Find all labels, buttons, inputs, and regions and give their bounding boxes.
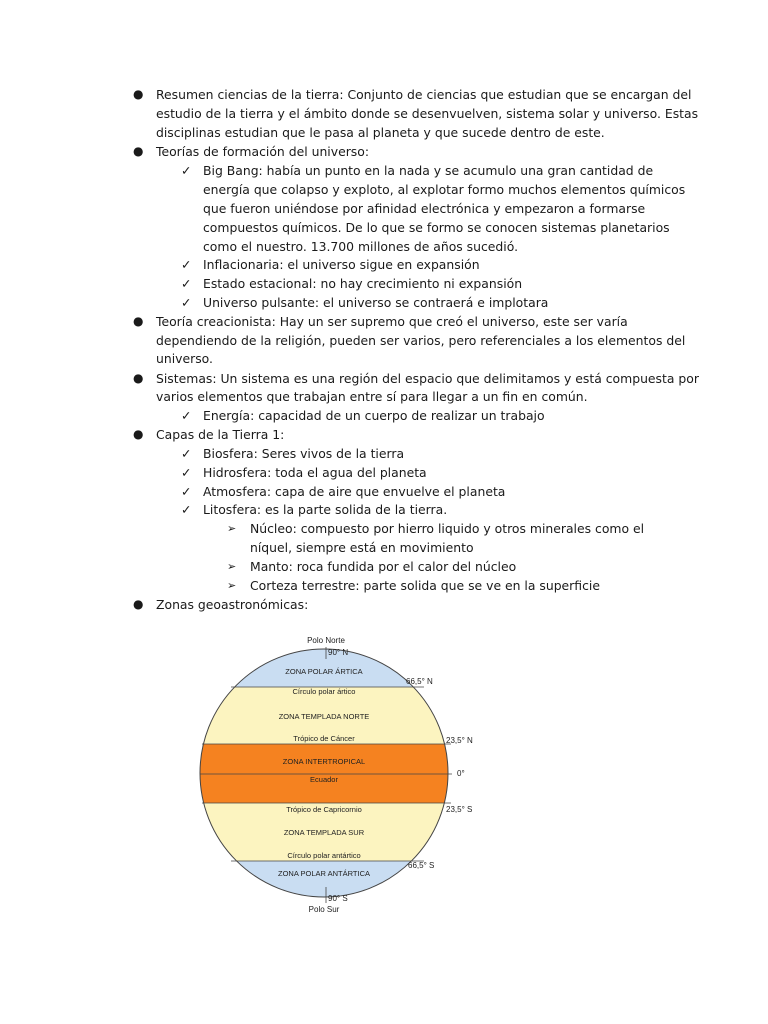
circulo-polar-antartico-label: Círculo polar antártico [287, 851, 361, 860]
paragraph-line: Zonas geoastronómicas: [156, 597, 309, 612]
sub-item-line: Energía: capacidad de un cuerpo de realizar un trabajo [203, 408, 545, 423]
zona-polar-artica-label: ZONA POLAR ÁRTICA [285, 667, 363, 676]
arrow-bullet-icon: ➢ [227, 522, 237, 535]
lat-23n-label: 23,5° N [446, 736, 473, 745]
polo-norte-label: Polo Norte [307, 636, 345, 645]
bullet-dot: ● [133, 87, 144, 101]
bullet-dot: ● [133, 427, 144, 441]
checkmark-icon: ✓ [181, 295, 192, 310]
arrow-bullet-icon: ➢ [227, 579, 237, 592]
checkmark-icon: ✓ [181, 163, 192, 178]
checkmark-icon: ✓ [181, 502, 192, 517]
sub-item-line: Estado estacional: no hay crecimiento ni expansión [203, 276, 523, 291]
sub-item-line: Biosfera: Seres vivos de la tierra [203, 446, 405, 461]
lat-23s-label: 23,5° S [446, 805, 473, 814]
tropico-cancer-label: Trópico de Cáncer [293, 734, 355, 743]
paragraph-line: estudio de la tierra y el ámbito donde se desenvuelven, sistema solar y universo. Estas [156, 106, 699, 121]
sub-item-line: compuestos químicos. De lo que se formo se conocen sistemas planetarios [203, 220, 670, 235]
checkmark-icon: ✓ [181, 276, 192, 291]
checkmark-icon: ✓ [181, 446, 192, 461]
sub-item-line: Atmosfera: capa de aire que envuelve el planeta [203, 484, 506, 499]
bullet-dot: ● [133, 144, 144, 158]
paragraph-line: universo. [156, 351, 213, 366]
sub-item-line: energía que colapso y exploto, al explotar formo muchos elementos químicos [203, 182, 686, 197]
checkmark-icon: ✓ [181, 408, 192, 423]
sub-item-line: como el nuestro. 13.700 millones de años sucedió. [203, 239, 519, 254]
paragraph-line: Sistemas: Un sistema es una región del espacio que delimitamos y está compuesta por [156, 371, 699, 386]
zona-templada-sur-label: ZONA TEMPLADA SUR [283, 828, 365, 837]
sub-item-line: Hidrosfera: toda el agua del planeta [203, 465, 427, 480]
checkmark-icon: ✓ [181, 465, 192, 480]
tropico-capricornio-label: Trópico de Capricornio [286, 805, 362, 814]
lat-90s-label: 90° S [328, 894, 348, 903]
paragraph-line: Capas de la Tierra 1: [156, 427, 285, 442]
lat-66n-label: 66,5° N [406, 677, 433, 686]
paragraph-line: Teoría creacionista: Hay un ser supremo que creó el universo, este ser varía [156, 314, 628, 329]
bullet-dot: ● [133, 314, 144, 328]
bullet-dot: ● [133, 371, 144, 385]
lat-0-label: 0° [457, 769, 465, 778]
sub-sub-item-line: Corteza terrestre: parte solida que se ve en la superficie [250, 578, 600, 593]
sub-sub-item-line: níquel, siempre está en movimiento [250, 540, 474, 555]
geoastronomic-zones-diagram [186, 625, 506, 925]
arrow-bullet-icon: ➢ [227, 560, 237, 573]
sub-sub-item-line: Manto: roca fundida por el calor del núcleo [250, 559, 517, 574]
paragraph-line: Resumen ciencias de la tierra: Conjunto de ciencias que estudian que se encargan del [156, 87, 692, 102]
sub-item-line: Litosfera: es la parte solida de la tierra. [203, 502, 448, 517]
sub-sub-item-line: Núcleo: compuesto por hierro liquido y otros minerales como el [250, 521, 645, 536]
paragraph-line: Teorías de formación del universo: [156, 144, 370, 159]
ecuador-label: Ecuador [310, 775, 338, 784]
lat-66s-label: 66,5° S [408, 861, 435, 870]
paragraph-line: varios elementos que trabajan entre sí para llegar a un fin en común. [156, 389, 588, 404]
sub-item-line: Big Bang: había un punto en la nada y se acumulo una gran cantidad de [203, 163, 654, 178]
zone-intertropical-band [196, 744, 456, 803]
sub-item-line: Inflacionaria: el universo sigue en expansión [203, 257, 480, 272]
checkmark-icon: ✓ [181, 257, 192, 272]
circulo-polar-artico-label: Círculo polar ártico [292, 687, 356, 696]
zona-templada-norte-label: ZONA TEMPLADA NORTE [278, 712, 370, 721]
sub-item-line: que fueron uniéndose por afinidad electrónica y empezaron a formarse [203, 201, 646, 216]
paragraph-line: dependiendo de la religión, pueden ser varios, pero referenciales a los elementos del [156, 333, 686, 348]
paragraph-line: disciplinas estudian que le pasa al planeta y que sucede dentro de este. [156, 125, 605, 140]
lat-90n-label: 90° N [328, 648, 349, 657]
sub-item-line: Universo pulsante: el universo se contraerá e implotara [203, 295, 549, 310]
zona-intertropical-label: ZONA INTERTROPICAL [282, 757, 366, 766]
polo-sur-label: Polo Sur [308, 905, 340, 914]
checkmark-icon: ✓ [181, 484, 192, 499]
bullet-dot: ● [133, 597, 144, 611]
zona-polar-antartica-label: ZONA POLAR ANTÁRTICA [278, 869, 370, 878]
